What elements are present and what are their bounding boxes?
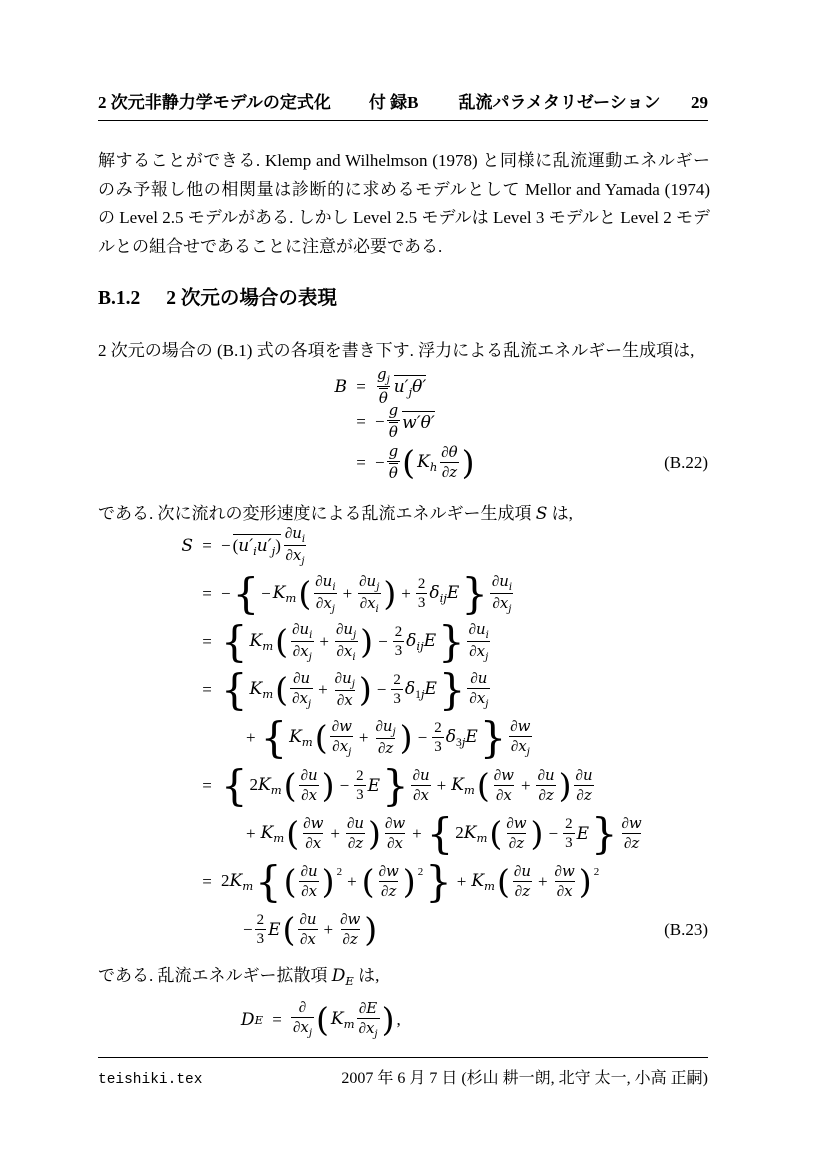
equation-block-b22 — [98, 364, 708, 486]
equals-sign: = — [272, 1010, 282, 1029]
equation-row — [98, 570, 708, 618]
equation-row — [98, 364, 708, 408]
equation-rhs: { $K_m$ ( $\partial u_i$ $\partial x_j$ + $\frac{\partial u_j}{\partial x_i}$ ) − $\frac{2}{3}$ $\delta_{ij}E$ } $\partial u_i$ $\partial x_j$ — [221, 617, 489, 666]
equation-row — [98, 810, 708, 858]
header-title-left: 2 次元非静力学モデルの定式化 — [98, 93, 331, 112]
section-heading — [98, 282, 337, 310]
equation-rhs: $2K_m$ { ( ∂u ∂x ) 2 + ( ∂w ∂z ) 2 } + $K_m$ ( ∂u ∂z + $\frac{\partial w}{\partial x}$ ) 2 — [221, 857, 600, 906]
equation-rhs: − { − $K_m$ ( $\partial u_i$ $\partial x_j$ + $\frac{\partial u_j}{\partial x_i}$ ) + $\frac{2}{3}$ $\delta_{ij}E$ } $\partial u_i$ $\partial x_j$ — [221, 569, 513, 618]
equation-lhs: S — [181, 536, 193, 556]
equals-sign: = — [202, 584, 212, 603]
equation-number: (B.23) — [664, 920, 708, 939]
equation-rhs: + $K_m$ ( ∂w ∂x + $\frac{\partial u}{\partial z}$ ) ∂w ∂x + { $2K_m$ ( ∂w ∂z ) − $\frac{2}{3}$ E } ∂w ∂z — [246, 809, 642, 858]
equation-rhs: { $2K_m$ ( ∂u ∂x ) − $\frac{2}{3}$ E } ∂u ∂x + $K_m$ ( ∂w ∂x + $\frac{\partial u}{\partial z}$ ) ∂u ∂z — [221, 761, 593, 810]
equation-lhs: B — [334, 377, 347, 397]
equation-row — [98, 401, 708, 441]
equation-rhs: − $(u'_iu'_j)$ $\partial u_i$ $\partial x_j$ — [221, 523, 306, 567]
equation-lhs: D E — [240, 1010, 263, 1030]
paragraph-buoyancy: 2 次元の場合の (B.1) 式の各項を書き下す. 浮力による乱流エネルギー生成項は, — [98, 341, 695, 360]
footer-filename: teishiki.tex — [98, 1072, 203, 1088]
equation-rhs: − $\frac{g}{\theta}$ ( $K_h$ ∂θ ∂z ) — [375, 442, 475, 482]
equation-rhs: { $K_m$ ( ∂u $\partial x_j$ + $\frac{\partial u_j}{\partial x}$ ) − $\frac{2}{3}$ $\delta_{1j}E$ } ∂u $\partial x_j$ — [221, 664, 489, 714]
equation-row — [98, 618, 708, 666]
equation-row — [98, 995, 708, 1045]
page-header — [98, 88, 708, 121]
equals-sign: = — [356, 412, 366, 431]
equation-rhs: − $\frac{g}{\theta}$ w′θ′ — [375, 401, 435, 441]
page-number: 29 — [691, 93, 708, 112]
equation-rhs: $g_j$ θ $u'_j\theta'$ — [377, 364, 427, 408]
equation-row — [98, 858, 708, 906]
paragraph-shear: である. 次に流れの変形速度による乱流エネルギー生成項 S は, — [98, 504, 573, 524]
equals-sign: = — [202, 680, 212, 699]
header-title-right: 乱流パラメタリゼーション — [458, 93, 661, 112]
equation-row — [98, 714, 708, 762]
header-title-middle: 付 録B — [368, 93, 419, 112]
equation-row — [98, 666, 708, 714]
equation-rhs: + { $K_m$ ( ∂w $\partial x_j$ + $\frac{\partial u_j}{\partial z}$ ) − $\frac{2}{3}$ $\delta_{3j}E$ } ∂w $\partial x_j$ — [246, 712, 531, 762]
paragraph-intro: 解することができる. Klemp and Wilhelmson (1978) と同様に乱流運動エネルギーのみ予報し他の相関量は診断的に求めるモデルとして Mellor and Yamada (1974) の Level 2.5 モデルがある. しかし Level 2.5 モデルは Level 3 モデルと Level 2 モデルとの組合せであることに注意が必要である. — [98, 151, 710, 256]
equals-sign: = — [202, 776, 212, 795]
equals-sign: = — [202, 872, 212, 891]
section-number: B.1.2 — [98, 288, 141, 309]
equals-sign: = — [202, 632, 212, 651]
equation-rhs: ∂ $\partial x_j$ ( $K_m$ ∂E $\partial x_j$ ) , — [293, 998, 401, 1040]
equation-block-de — [98, 995, 708, 1045]
paragraph-diffusion: である. 乱流エネルギー拡散項 $D_E$ は, — [98, 966, 380, 989]
equation-row — [98, 522, 708, 570]
page-footer — [98, 1057, 708, 1088]
footer-date-authors: 2007 年 6 月 7 日 (杉山 耕一朗, 北守 太一, 小高 正嗣) — [341, 1070, 708, 1087]
equals-sign: = — [356, 377, 366, 396]
equation-row — [98, 440, 708, 486]
equation-number: (B.22) — [664, 453, 708, 472]
equation-block-b23 — [98, 522, 708, 954]
equation-row — [98, 906, 708, 954]
section-title: 2 次元の場合の表現 — [166, 288, 337, 309]
equals-sign: = — [202, 536, 212, 555]
equals-sign: = — [356, 453, 366, 472]
equation-row — [98, 762, 708, 810]
equation-rhs: − $\frac{2}{3}$ E ( ∂u ∂x + $\frac{\partial w}{\partial z}$ ) — [243, 910, 378, 949]
